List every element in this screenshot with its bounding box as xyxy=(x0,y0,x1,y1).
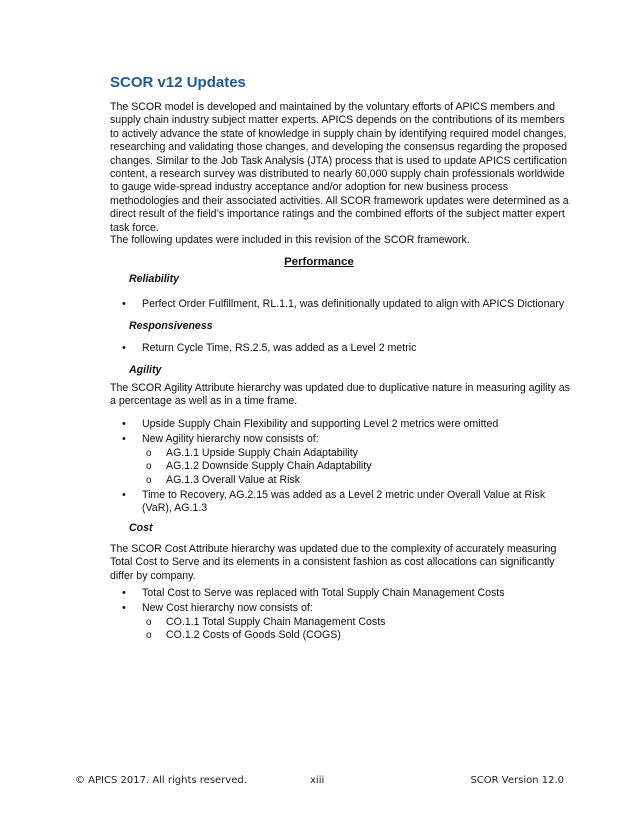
agility-list xyxy=(120,418,570,518)
footer-page-number: xiii xyxy=(310,775,325,786)
intro-paragraph: The SCOR model is developed and maintained by the voluntary efforts of APICS members and supply chain industry subject matter experts. APICS depends on the contributions of its members to actively advance the state of knowledge in supply chain by identifying required model changes, researching and validating those changes, and developing the consensus regarding the proposed changes. Similar to the Job Task Analysis (JTA) process that is used to update APICS certification content, a research survey was distributed to nearly 60,000 supply chain professionals worldwide to gauge wide-spread industry acceptance and/or adoption for new business process methodologies and their associated activities. All SCOR framework updates were determined as a direct result of the field’s importance ratings and the combined efforts of the subject matter expert task force. xyxy=(110,101,569,234)
sub-list-item: o CO.1.1 Total Supply Chain Management Costs xyxy=(142,616,570,629)
list-item: • Perfect Order Fulfillment, RL.1.1, was definitionally updated to align with APICS Dictionary xyxy=(120,298,570,311)
agility-sublist xyxy=(142,447,570,487)
list-item-text: New Agility hierarchy now consists of: xyxy=(142,433,319,446)
page-footer xyxy=(75,775,564,789)
cost-list xyxy=(120,587,570,645)
sub-list-item: o AG.1.2 Downside Supply Chain Adaptability xyxy=(142,460,570,473)
cost-heading: Cost xyxy=(129,522,153,534)
updates-intro-paragraph: The following updates were included in this revision of the SCOR framework. xyxy=(110,234,470,246)
sub-list-item: o AG.1.3 Overall Value at Risk xyxy=(142,474,570,487)
cost-description: The SCOR Cost Attribute hierarchy was updated due to the complexity of accurately measuring Total Cost to Serve and its elements in a consistent fashion as cost allocations can significantly differ by company. xyxy=(110,543,557,582)
cost-sublist xyxy=(142,616,570,643)
sub-list-item: o AG.1.1 Upside Supply Chain Adaptability xyxy=(142,447,570,460)
agility-heading: Agility xyxy=(129,364,162,376)
footer-copyright: © APICS 2017. All rights reserved. xyxy=(75,775,247,786)
list-item: • Return Cycle Time, RS.2.5, was added as a Level 2 metric xyxy=(120,342,570,355)
reliability-list xyxy=(120,298,570,313)
sub-list-item: o CO.1.2 Costs of Goods Sold (COGS) xyxy=(142,629,570,642)
list-item: • Time to Recovery, AG.2.15 was added as a Level 2 metric under Overall Value at Risk (VaR), AG.1.3 xyxy=(120,489,570,516)
list-item xyxy=(120,433,570,487)
responsiveness-heading: Responsiveness xyxy=(129,320,213,332)
performance-heading: Performance xyxy=(284,256,354,268)
responsiveness-list xyxy=(120,342,570,357)
list-item: • Total Cost to Serve was replaced with Total Supply Chain Management Costs xyxy=(120,587,570,600)
footer-version: SCOR Version 12.0 xyxy=(470,775,564,786)
list-item: • Upside Supply Chain Flexibility and supporting Level 2 metrics were omitted xyxy=(120,418,570,431)
list-item-text: New Cost hierarchy now consists of: xyxy=(142,602,313,615)
reliability-heading: Reliability xyxy=(129,273,180,285)
list-item xyxy=(120,602,570,642)
agility-description: The SCOR Agility Attribute hierarchy was updated due to duplicative nature in measuring agility as a percentage as well as in a time frame. xyxy=(110,382,570,408)
page-title: SCOR v12 Updates xyxy=(110,74,246,91)
